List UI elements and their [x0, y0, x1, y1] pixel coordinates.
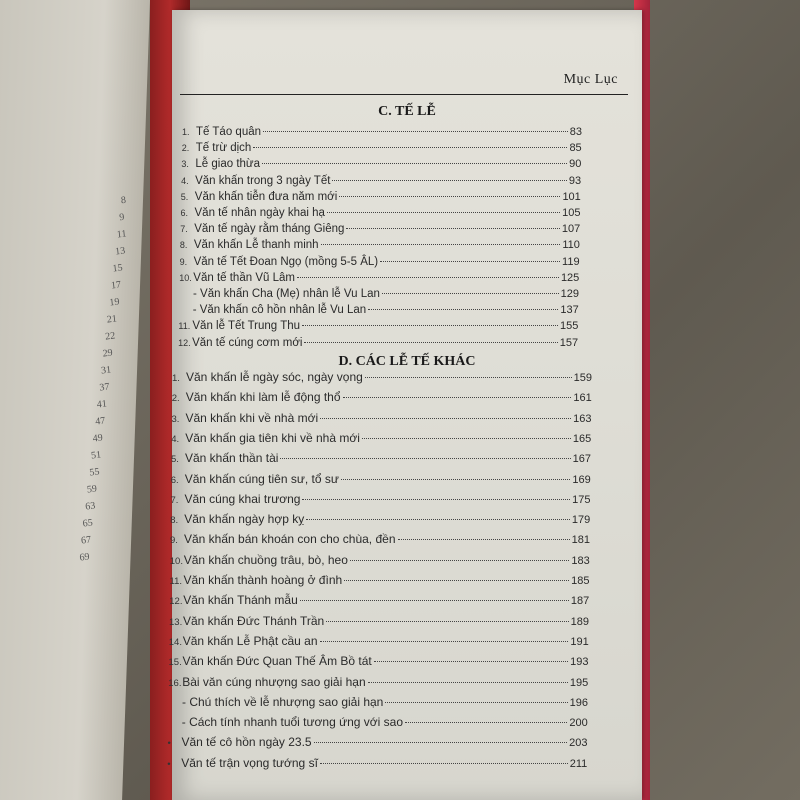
toc-entry-number: 5. — [171, 454, 179, 466]
toc-entry — [182, 142, 582, 154]
left-page-number: 67 — [80, 534, 92, 547]
toc-entry — [170, 553, 590, 567]
toc-dot-leader — [350, 559, 570, 561]
toc-entry-title: Văn khấn gia tiên khi về nhà mới — [185, 430, 360, 445]
toc-dot-leader — [405, 721, 567, 723]
toc-entry — [171, 431, 591, 445]
toc-entry-page: 193 — [570, 656, 589, 669]
toc-entry-number: 13. — [169, 616, 183, 628]
toc-entry-number: 11. — [169, 576, 183, 587]
section-c-title: C. TẾ LỄ — [378, 104, 436, 119]
toc-entry-page: 105 — [562, 207, 581, 219]
toc-entry-title: - Văn khấn cô hồn nhân lễ Vu Lan — [192, 304, 367, 317]
left-page-number: 37 — [98, 381, 110, 394]
toc-entry-page: 175 — [572, 493, 591, 506]
toc-dot-leader — [326, 620, 568, 622]
toc-entry-title: Văn lễ Tết Trung Thu — [192, 320, 301, 333]
toc-dot-leader — [327, 211, 560, 213]
toc-dot-leader — [374, 660, 568, 662]
toc-entry — [171, 451, 591, 465]
toc-entry-number: 1. — [172, 373, 180, 384]
left-page-number: 55 — [88, 466, 100, 479]
toc-entry — [168, 735, 588, 749]
toc-entry-number: 6. — [180, 208, 189, 218]
toc-entry-page: 125 — [560, 271, 580, 284]
toc-entry — [168, 715, 588, 729]
toc-entry-page: 155 — [560, 320, 579, 333]
toc-page — [167, 10, 642, 800]
left-page-number: 65 — [82, 517, 94, 530]
toc-entry — [170, 532, 590, 546]
toc-dot-leader — [332, 179, 566, 181]
left-page-number: 29 — [102, 347, 114, 360]
left-page-number: 8 — [120, 194, 127, 207]
toc-entry-title: Văn khấn khi về nhà mới — [185, 410, 319, 425]
left-page-number: 19 — [108, 296, 120, 309]
toc-entry — [169, 593, 589, 607]
toc-entry-number: 1. — [182, 127, 190, 137]
left-page-number: 69 — [78, 551, 90, 564]
toc-entry-title: Văn khấn Lễ thanh minh — [193, 239, 319, 252]
toc-entry-title: Văn tế Tết Đoan Ngọ (mồng 5-5 ÂL) — [193, 255, 379, 268]
toc-dot-leader — [314, 741, 568, 743]
toc-entry-title: Bài văn cúng nhượng sao giải hạn — [182, 674, 366, 689]
toc-dot-leader — [380, 260, 560, 262]
toc-entry-title: - Chú thích về lễ nhượng sao giải hạn — [182, 694, 384, 709]
left-page-number: 13 — [114, 245, 126, 258]
toc-entry-number: 6. — [170, 474, 179, 486]
toc-dot-leader — [343, 396, 572, 398]
toc-entry-title: Văn khấn chuồng trâu, bò, heo — [183, 552, 348, 567]
toc-entry-page: 93 — [568, 174, 582, 187]
toc-entry-number: 16. — [168, 677, 182, 689]
section-d-title: D. CÁC LỄ TẾ KHÁC — [338, 354, 476, 369]
header-rule — [180, 94, 628, 95]
toc-entry — [172, 411, 592, 425]
toc-entry-number: 5. — [180, 191, 189, 202]
toc-entry-page: 163 — [573, 412, 592, 425]
toc-entry-number: 3. — [171, 413, 180, 425]
toc-entry — [169, 654, 589, 668]
toc-dot-leader — [263, 130, 568, 132]
toc-entry — [168, 695, 588, 709]
toc-dot-leader — [297, 276, 559, 278]
toc-entry-number: 8. — [179, 240, 188, 251]
toc-dot-leader — [346, 227, 559, 229]
toc-entry-page: 185 — [571, 575, 590, 587]
toc-entry-number: 11. — [178, 321, 191, 332]
toc-dot-leader — [302, 324, 558, 326]
toc-entry-page: 137 — [560, 304, 579, 317]
toc-entry-number: 8. — [170, 515, 179, 527]
toc-entry-page: 85 — [569, 142, 582, 155]
running-head: Mục Lục — [563, 72, 618, 87]
toc-entry-title: Văn cúng khai trương — [184, 491, 301, 506]
toc-entry-title: Tế trừ dịch — [195, 142, 252, 155]
toc-entry-number: 7. — [180, 224, 188, 235]
toc-entry-title: Văn khấn bán khoán con cho chùa, đền — [184, 532, 396, 547]
toc-entry — [181, 191, 581, 203]
toc-entry — [170, 573, 590, 587]
toc-entry-number: 9. — [179, 256, 188, 267]
toc-entry-number: 2. — [171, 393, 180, 405]
toc-entry-title: Tế Táo quân — [196, 126, 262, 138]
toc-entry-page: 129 — [560, 288, 579, 300]
toc-entry-page: 181 — [571, 534, 590, 547]
toc-entry-number: 10. — [169, 555, 183, 567]
toc-entry — [169, 614, 589, 628]
toc-entry-title: Văn khấn thành hoàng ở đình — [183, 573, 343, 587]
toc-entry — [182, 126, 582, 138]
toc-dot-leader — [321, 243, 561, 245]
toc-entry — [172, 370, 592, 384]
toc-entry-page: 110 — [562, 239, 580, 252]
toc-dot-leader — [262, 162, 567, 164]
toc-entry-page: 165 — [572, 432, 592, 445]
toc-entry-title: Văn khấn lễ ngày sóc, ngày vọng — [186, 370, 363, 384]
toc-entry-page: 157 — [559, 336, 579, 349]
toc-dot-leader — [398, 538, 570, 540]
toc-entry-number: 3. — [181, 159, 189, 170]
left-page-number: 11 — [116, 228, 128, 241]
toc-entry — [178, 337, 578, 349]
toc-entry-title: Văn khấn Đức Thánh Trần — [183, 613, 325, 628]
toc-dot-leader — [385, 701, 567, 703]
toc-dot-leader — [368, 681, 568, 683]
toc-dot-leader — [280, 457, 570, 459]
left-page-number: 49 — [92, 432, 104, 445]
toc-entry-title: Văn khấn trong 3 ngày Tết — [195, 174, 331, 187]
toc-dot-leader — [368, 308, 558, 310]
toc-entry — [180, 256, 580, 268]
toc-entry-page: 167 — [572, 453, 591, 466]
toc-entry-number: 7. — [170, 494, 179, 506]
toc-entry-number: 4. — [181, 175, 189, 186]
toc-entry-page: 179 — [571, 514, 591, 527]
toc-entry — [181, 158, 581, 170]
toc-entry-page: 187 — [570, 595, 590, 608]
toc-dot-leader — [300, 599, 569, 601]
left-page-number: 31 — [100, 364, 112, 377]
left-page-number: 15 — [112, 262, 124, 275]
toc-entry-title: Văn tế cúng cơm mới — [192, 336, 303, 349]
toc-entry — [171, 492, 591, 506]
toc-entry — [180, 239, 580, 251]
toc-entry-number: 10. — [179, 272, 192, 283]
toc-entry-title: Văn tế trận vọng tướng sĩ — [181, 755, 318, 770]
toc-dot-leader — [341, 478, 570, 480]
toc-entry-page: 191 — [570, 635, 589, 648]
toc-entry-number: 12. — [169, 596, 183, 608]
toc-entry — [179, 304, 579, 316]
toc-entry — [178, 320, 578, 332]
toc-entry-title: Văn tế thần Vũ Lâm — [193, 271, 295, 284]
toc-dot-leader — [304, 341, 557, 343]
toc-entry-title: Văn khấn khi làm lễ động thổ — [185, 390, 341, 405]
left-page-number: 59 — [86, 483, 98, 496]
toc-entry-title: Văn khấn Lễ Phật cầu an — [182, 633, 318, 648]
left-page-number: 41 — [96, 398, 108, 411]
toc-entry-number: 15. — [168, 657, 182, 669]
toc-entry — [181, 207, 581, 219]
toc-entry — [170, 512, 590, 526]
toc-entry-number: 9. — [170, 535, 178, 547]
toc-entry-title: Văn khấn cúng tiên sư, tổ sư — [184, 471, 339, 486]
toc-entry-title: Văn khấn thần tài — [185, 451, 279, 466]
toc-entry — [179, 288, 579, 300]
toc-entry-page: 119 — [562, 255, 580, 268]
toc-dot-leader — [302, 498, 570, 500]
toc-entry-page: 189 — [570, 615, 589, 628]
toc-dot-leader — [306, 518, 570, 520]
toc-entry-page: 90 — [569, 158, 582, 171]
toc-entry-title: Văn tế nhân ngày khai hạ — [194, 207, 325, 219]
toc-dot-leader — [382, 292, 559, 294]
toc-entry-title: - Văn khấn Cha (Mẹ) nhân lễ Vu Lan — [193, 288, 380, 300]
left-page-number: 21 — [106, 313, 118, 326]
toc-entry-page: 107 — [561, 223, 581, 236]
toc-entry — [181, 175, 581, 187]
toc-entry-page: 195 — [569, 676, 589, 689]
toc-dot-leader — [339, 195, 560, 197]
toc-entry-page: 161 — [573, 392, 592, 405]
left-page-number: 51 — [90, 449, 102, 462]
toc-dot-leader — [365, 376, 572, 378]
toc-entry — [180, 223, 580, 235]
toc-dot-leader — [344, 579, 569, 581]
toc-entry-page: 183 — [571, 554, 590, 567]
left-page-number: 9 — [118, 211, 125, 224]
toc-entry — [171, 472, 591, 486]
toc-entry — [172, 390, 592, 404]
left-page-number: 22 — [104, 330, 116, 343]
toc-entry — [169, 634, 589, 648]
toc-entry-title: Lễ giao thừa — [195, 158, 260, 171]
toc-entry-title: Văn khấn ngày hợp kỵ — [184, 512, 305, 527]
left-page-number: 17 — [110, 279, 122, 292]
toc-entry-page: 159 — [573, 372, 592, 384]
toc-entry-number: 4. — [171, 433, 180, 445]
toc-entry-number: 2. — [181, 143, 190, 154]
toc-dot-leader — [320, 762, 568, 764]
toc-entry-page: 203 — [569, 737, 588, 750]
toc-entry — [167, 756, 587, 770]
toc-entry-page: 83 — [569, 126, 582, 138]
toc-entry-title: Văn tế cô hồn ngày 23.5 — [181, 735, 312, 750]
toc-entry-page: 200 — [569, 717, 588, 730]
toc-dot-leader — [320, 640, 569, 642]
toc-dot-leader — [362, 437, 571, 439]
toc-entry-page: 169 — [572, 473, 591, 486]
toc-dot-leader — [253, 146, 567, 148]
left-page-number: 63 — [84, 500, 96, 513]
toc-entry-title: - Cách tính nhanh tuổi tương ứng với sao — [181, 715, 404, 730]
toc-entry-page: 101 — [562, 190, 581, 203]
toc-entry-number: 12. — [178, 337, 191, 348]
toc-dot-leader — [320, 417, 571, 419]
toc-entry-title: Văn khấn tiễn đưa năm mới — [194, 190, 338, 203]
toc-entry-number: • — [167, 758, 171, 770]
toc-entry-title: Văn tế ngày rằm tháng Giêng — [194, 223, 345, 236]
toc-entry-title: Văn khấn Thánh mẫu — [183, 593, 298, 608]
toc-entry-number: 14. — [168, 636, 182, 648]
toc-entry-page: 196 — [569, 696, 588, 709]
toc-entry-page: 211 — [569, 757, 588, 770]
toc-entry-number: • — [167, 738, 171, 750]
left-page-number: 47 — [94, 415, 106, 428]
toc-entry — [168, 675, 588, 689]
toc-entry-title: Văn khấn Đức Quan Thế Âm Bồ tát — [182, 654, 372, 669]
toc-entry — [179, 272, 579, 284]
